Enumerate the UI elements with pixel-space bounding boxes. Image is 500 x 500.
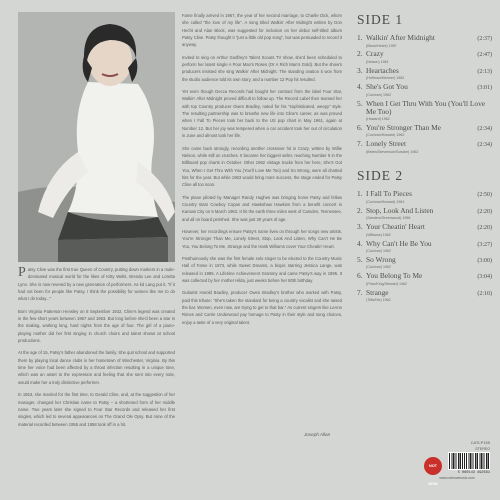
bio-paragraph: Invited to sing on Arthur Godfrey's Talent Scouts TV show, she'd been scheduled to perform her latest single A Poor Man's Roses (Or A Rich Man's Gold). But the show's producers insisted she sing Walkin' After Midnight. The standing ovation it won from the studio audience told its own story, and a number 12 Pop hit resulted. xyxy=(182,54,342,82)
track-credit: (Belew/Stevenson/Sowder) 1962 xyxy=(366,149,419,154)
side-heading: SIDE 1 xyxy=(357,12,404,27)
side-2 xyxy=(357,168,492,303)
track-row xyxy=(357,34,492,44)
track-credit: (Cochran/Howard) 1961 xyxy=(366,199,405,204)
track-num: 7. xyxy=(357,287,363,297)
track-num: 6. xyxy=(357,122,363,132)
track-num: 6. xyxy=(357,271,363,281)
stereo-badge: STEREO xyxy=(475,447,490,451)
track-row xyxy=(357,240,492,250)
barcode-block xyxy=(448,447,490,475)
track-row xyxy=(357,67,492,77)
track-row xyxy=(357,256,492,266)
bio-paragraph-text: atsy Cline was the first true Queen of Country, putting down markers in a male-dominated musical world for the likes of Kitty Wells, Brenda Lee and Loretta Lynn. She is now revered by a new generation of performers. As kd Lang put it, "If it had not been for people like Patsy, I think the possibility for women like me to do what I do today..." xyxy=(18,267,175,302)
track-title: Heartaches xyxy=(366,65,399,75)
artist-photo-illustration xyxy=(18,12,175,262)
track-time: (3:04) xyxy=(477,274,492,281)
track-title: Stop, Look And Listen xyxy=(366,205,434,215)
track-title: So Wrong xyxy=(366,254,396,264)
track-time: (2:13) xyxy=(477,68,492,75)
track-row xyxy=(357,83,492,93)
bio-paragraph: Posthumously she was the first female solo singer to be elected to the Country Music Hall of Fame in 1973, while Sweet Dreams, a biopic starring Jessica Lange, was released in 1985. A Lifetime Achievement Grammy and came Patsy's way in 1995. It was collected by her mother Hilda, just weeks before her 80th birthday. xyxy=(182,255,342,283)
side-1 xyxy=(357,12,492,154)
track-credit: (Cochran) 1962 xyxy=(366,92,391,97)
track-time: (2:34) xyxy=(477,141,492,148)
bio-paragraph: She came back strongly, recording another crossover hit in Crazy, written by Willie Nelson, while still on crutches. It became her biggest seller, reaching Number 9 in the Billboard pop charts in October. Other 1962 vintage tracks from her here, She's Got You, When I Get Thru With You (You'll Love Me Too) and So Wrong, were all charted hits for the year. But while 1963 would bring more success, the stage ended for Patsy Cline all too soon. xyxy=(182,145,342,188)
side-2-track-list xyxy=(357,190,492,303)
track-title: Your Cheatin' Heart xyxy=(366,222,425,232)
track-row xyxy=(357,140,492,150)
track-row xyxy=(357,223,492,233)
track-row xyxy=(357,190,492,200)
track-time: (2:20) xyxy=(477,208,492,215)
track-credit: (Block/Hecht) 1957 xyxy=(366,43,397,48)
bio-paragraph: At the age of 15, Patsy's father abandoned the family. She quit school and supported them by playing local dance clubs in her hometown of Winchester, Virginia. By this time her voice had been affected by a throat infection resulting in a unique tone, which was an asset to the expression and feeling that she sent into every note, would make her a truly distinctive performer. xyxy=(18,350,175,385)
bio-paragraph: Yet even though Decca Records had bought her contract from the label Four Star, Walkin' After Midnight proved difficult to follow up. The Record Label then teamed her with top Country producer Owen Bradley, noted for his "sophisticated, weepy" style. The resulting partnership was to breathe new life into Cline's career, as was proved when I Fall To Pieces took her back to the US pop chart in May 1961, again at Number 12. But her joy was tempered when a car accident took her out of circulation in June and almost took her life. xyxy=(182,89,342,139)
track-row xyxy=(357,289,492,299)
track-time: (2:34) xyxy=(477,125,492,132)
track-credit: (Cochran/Howard) 1962 xyxy=(366,133,405,138)
track-time: (2:10) xyxy=(477,290,492,297)
track-row xyxy=(357,272,492,282)
sleeve-footer xyxy=(424,440,490,486)
barcode-icon xyxy=(448,452,490,470)
author-signature: Joseph Allan xyxy=(304,432,331,437)
track-time: (3:27) xyxy=(477,241,492,248)
biography-left-column xyxy=(18,266,175,433)
bio-paragraph: In 1953, she married for the first time, to Gerald Cline, and, at the suggestion of her manager, changed her Christian name to Patsy – a shortened form of her middle name. Two years later she signed to Four Star Records and released her first singles, which led to several appearances on The Grand Ole Opry. But none of the material recorded between 1955 and 1958 took off in a hit. xyxy=(18,392,175,427)
track-row xyxy=(357,207,492,217)
track-time: (2:47) xyxy=(477,52,492,59)
track-credit: (Tillis/Nix) 1962 xyxy=(366,298,391,303)
label-website: www.notnowmusic.com xyxy=(439,476,475,480)
track-title: You're Stronger Than Me xyxy=(366,122,441,132)
track-time: (2:50) xyxy=(477,192,492,199)
track-title: Why Can't He Be You xyxy=(366,238,432,248)
track-num: 1. xyxy=(357,33,363,42)
track-credit: (Williams) 1962 xyxy=(366,232,391,237)
biography-middle-column xyxy=(182,12,342,331)
track-row xyxy=(357,124,492,134)
track-title: She's Got You xyxy=(366,82,408,92)
bio-paragraph: The plane piloted by Manager Randy Hughes was bringing home Patsy and fellow Country stars Cowboy Copas and Hawkshaw Hawkins from a benefit concert in Kansas City on 5 March 1963. It hit the earth three miles west of Camden, Tennessee, and all on board perished. She was just 30 years of age. xyxy=(182,194,342,222)
catalog-number: CATLP155 xyxy=(470,440,490,445)
track-credit: (Sanders/Greenwood) 1956 xyxy=(366,216,411,221)
record-label-logo: NOT NOW xyxy=(424,457,442,475)
track-credit: (Howard) 1962 xyxy=(366,116,390,121)
track-num: 2. xyxy=(357,49,363,59)
side-1-track-list xyxy=(357,34,492,154)
barcode-digits: 5 060143 492581 xyxy=(457,471,490,475)
tracklist xyxy=(357,12,492,303)
track-num: 5. xyxy=(357,254,363,264)
bio-paragraph: However, her recordings ensure Patsy's name lives on through her songs new artists. You're Stronger Than Me, Lonely Street, Stop, Look And Listen, Why Can't He Be You, You Belong To Me, Strange and the Hank Williams cover Your Cheatin' Heart. xyxy=(182,228,342,249)
artist-photo xyxy=(18,12,175,262)
track-time: (3:01) xyxy=(477,85,492,92)
track-row xyxy=(357,100,492,117)
track-credit: (Cochran) 1962 xyxy=(366,265,391,270)
track-num: 4. xyxy=(357,238,363,248)
track-num: 1. xyxy=(357,189,363,199)
track-row xyxy=(357,50,492,60)
side-heading: SIDE 2 xyxy=(357,168,404,184)
track-num: 5. xyxy=(357,98,363,108)
track-title: I Fall To Pieces xyxy=(366,189,412,199)
track-num: 3. xyxy=(357,65,363,75)
bio-paragraph: Guitarist Harold Bradley, producer Owen Bradley's brother who worked with Patsy, paid this tribute: "She's taken the standard for being a country vocalist and she raised the bar. Women, even now, are trying to get to that bar." As current singers like LeAnn Rimes and Carrie Underwood pay homage to Patsy in their style and song choices, enjoy a taste of a very original talent. xyxy=(182,290,342,325)
track-title: Lonely Street xyxy=(366,138,407,148)
bio-paragraph: Fame finally arrived in 1957, the year of her second marriage, to Charlie Dick, whom she called "the love of my life". A song titled Walkin' After Midnight written by Don Hecht and Alan Block, was suggested for inclusion on her debut self-titled album Patsy Cline. Patsy thought it "just a little old pop song", but was persuaded to record it anyway. xyxy=(182,13,342,48)
track-credit: (Price/King/Stewart) 1962 xyxy=(366,281,407,286)
track-num: 7. xyxy=(357,138,363,148)
drop-cap: P xyxy=(18,265,26,280)
track-time: (3:00) xyxy=(477,257,492,264)
track-num: 2. xyxy=(357,205,363,215)
track-time: (2:37) xyxy=(477,36,492,42)
track-title: When I Get Thru With You (You'll Love Me Too) xyxy=(366,98,486,117)
track-credit: (Nelson) 1961 xyxy=(366,59,389,64)
track-title: You Belong To Me xyxy=(366,271,423,281)
bio-paragraph: Born Virginia Patterson Hensley on 8 September 1932, Cline's legend was created in the few short years between 1957 and 1963. But long before she'd been a star in the making, working long, hard nights from the age of four. The girl of a piano-playing mother did her first singing in church choirs and talent shows at school productions. xyxy=(18,308,175,344)
bio-paragraph xyxy=(18,266,175,303)
track-title: Crazy xyxy=(366,49,384,59)
track-title: Walkin' After Midnight xyxy=(366,33,435,42)
track-num: 4. xyxy=(357,82,363,92)
track-num: 3. xyxy=(357,222,363,232)
track-credit: (Cochran) 1962 xyxy=(366,249,391,254)
track-time: (2:20) xyxy=(477,225,492,232)
track-credit: (Hoffman/Klenner) 1962 xyxy=(366,76,405,81)
track-title: Strange xyxy=(366,287,389,297)
